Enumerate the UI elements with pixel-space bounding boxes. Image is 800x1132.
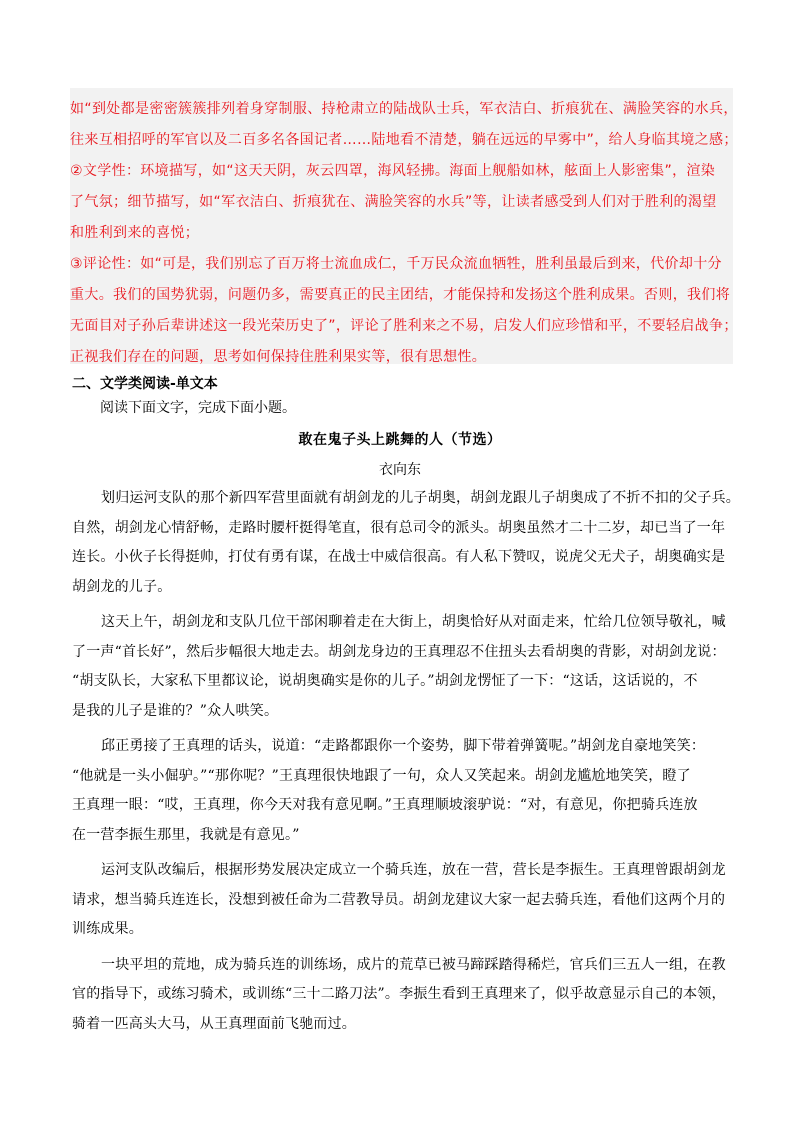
story-line: 在一营李振生那里，我就是有意见。” [72,826,300,843]
answer-line: ③评论性：如“可是，我们别忘了百万将士流血成仁，千万民众流血牺牲，胜利虽最后到来，代价却十分 [70,256,722,272]
story-line: 请求，想当骑兵连连长，没想到被任命为二营教导员。胡剑龙建议大家一起去骑兵连，看他们这两个月的 [72,891,726,908]
answer-line: 往来互相招呼的军官以及二百多名各国记者……陆地看不清楚，躺在远远的早雾中”，给人身临其境之感； [70,132,738,148]
answer-line: 正视我们存在的问题，思考如何保持住胜利果实等，很有思想性。 [70,349,487,365]
story-line: 邱正勇接了王真理的话头，说道：“走路都跟你一个姿势，脚下带着弹簧呢。”胡剑龙自豪地笑笑： [101,738,706,754]
story-line: “他就是一头小倔驴。”“那你呢？”王真理很快地跟了一句，众人又笑起来。胡剑龙尴尬地笑笑，瞪了 [72,767,691,784]
story-line: 王真理一眼：“哎，王真理，你今天对我有意见啊。”王真理顺坡滚驴说：“对，有意见，你把骑兵连放 [72,797,698,813]
story-line: 连长。小伙子长得挺帅，打仗有勇有谋，在战士中威信很高。有人私下赞叹，说虎父无犬子，胡奥确实是 [72,549,726,565]
answer-analysis-block [70,88,738,365]
story-line: 胡剑龙的儿子。 [72,578,172,595]
answer-line: 重大。我们的国势犹弱，问题仍多，需要真正的民主团结，才能保持和发扬这个胜利成果。否则，我们将 [70,287,731,303]
story-paragraph [72,951,736,1040]
story-line: 一块平坦的荒地，成为骑兵连的训练场，成片的荒草已被马蹄踩踏得稀烂，官兵们三五人一组，在教 [101,956,726,973]
story-title: 敢在鬼子头上跳舞的人（节选） [298,432,502,448]
story-line: 自然，胡剑龙心情舒畅，走路时腰杆挺得笔直，很有总司令的派头。胡奥虽然才二十二岁，却已当了一年 [72,519,726,536]
reading-instruction: 阅读下面文字，完成下面小题。 [100,400,296,416]
story-paragraph [72,608,736,726]
story-line: 运河支队改编后，根据形势发展决定成立一个骑兵连，放在一营，营长是李振生。王真理曾跟胡剑龙 [101,862,726,878]
story-line: 了一声“首长好”，然后步幅很大地走去。胡剑龙身边的王真理忍不住扭头去看胡奥的背影，对胡剑龙说： [72,643,726,660]
story-line: 划归运河支队的那个新四军营里面就有胡剑龙的儿子胡奥，胡剑龙跟儿子胡奥成了不折不扣的父子兵。 [101,490,740,506]
story-line: 官的指导下，或练习骑术，或训练“三十二路刀法”。李振生看到王真理来了，似乎故意显示自己的本领， [72,986,726,1002]
story-line: “胡支队长，大家私下里都议论，说胡奥确实是你的儿子。”胡剑龙愣怔了一下：“这话，这话说的，不 [72,673,698,689]
story-line: 这天上午，胡剑龙和支队几位干部闲聊着走在大街上，胡奥恰好从对面走来，忙给几位领导敬礼，喊 [101,614,726,630]
answer-line: 无面目对子孙后辈讲述这一段光荣历史了”，评论了胜利来之不易，启发人们应珍惜和平，不要轻启战争； [70,318,738,334]
story-author: 衣向东 [379,462,421,478]
story-line: 训练成果。 [72,921,143,937]
section-heading: 二、文学类阅读-单文本 [72,376,218,392]
answer-line: 了气氛；细节描写，如“军衣洁白、折痕犹在、满脸笑容的水兵”等，让读者感受到人们对于胜利的渴望 [70,194,717,210]
answer-line: 和胜利到来的喜悦； [70,225,200,241]
answer-line: ②文学性：环境描写，如“这天天阴，灰云四罩，海风轻拂。海面上舰船如林，舷面上人影密集”，渲染 [70,163,716,179]
story-paragraph [72,732,736,850]
story-paragraph [72,484,740,602]
answer-line: 如“到处都是密密簇簇排列着身穿制服、持枪肃立的陆战队士兵，军衣洁白、折痕犹在、满脸笑容的水兵， [70,101,738,117]
story-line: 是我的儿子是谁的？”众人哄笑。 [72,702,279,719]
story-line: 骑着一匹高头大马，从王真理面前飞驰而过。 [72,1015,356,1032]
story-paragraph [72,856,736,945]
story-body [72,484,740,1045]
